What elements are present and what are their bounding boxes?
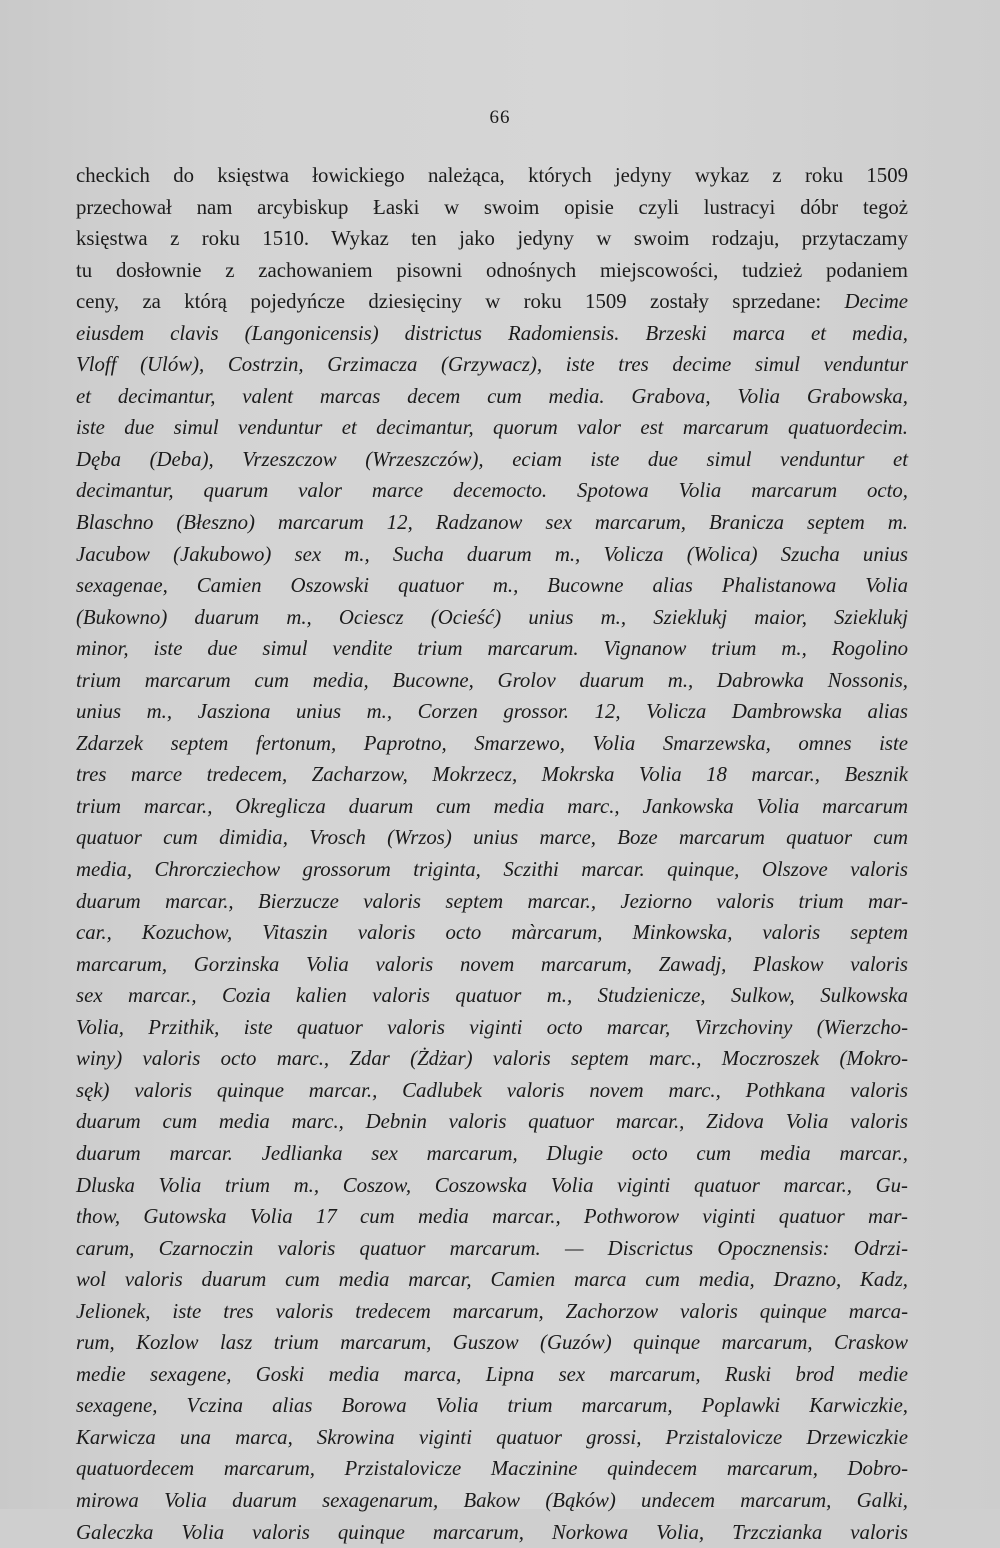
text-line: Jacubow (Jakubowo) sex m., Sucha duarum m., Volicza (Wolica) Szucha unius: [76, 542, 908, 566]
text-line: wol valoris duarum cum media marcar, Camien marca cum media, Drazno, Kadz,: [76, 1268, 908, 1292]
text-line: rum, Kozlow lasz trium marcarum, Guszow (Guzów) quinque marcarum, Craskow: [76, 1331, 908, 1355]
text-line: quatuordecem marcarum, Przistalovicze Maczinine quindecem marcarum, Dobro-: [76, 1457, 908, 1481]
text-line: [76, 286, 908, 318]
text-line: sex marcar., Cozia kalien valoris quatuor m., Studzienicze, Sulkow, Sulkowska: [76, 984, 908, 1008]
text-line: minor, iste due simul vendite trium marcarum. Vignanow trium m., Rogolino: [76, 637, 908, 661]
text-line: Dluska Volia trium m., Coszow, Coszowska Volia viginti quatuor marcar., Gu-: [76, 1173, 908, 1197]
text-line: checkich do księstwa łowickiego należąca, których jedyny wykaz z roku 1509: [76, 164, 908, 187]
text-line: medie sexagene, Goski media marca, Lipna sex marcarum, Ruski brod medie: [76, 1362, 908, 1386]
text-line: przechował nam arcybiskup Łaski w swoim opisie czyli lustracyi dóbr tegoż: [76, 195, 908, 219]
body-text: [76, 160, 908, 1548]
text-line: Karwicza una marca, Skrowina viginti quatuor grossi, Przistalovicze Drzewiczkie: [76, 1425, 908, 1449]
text-line: quatuor cum dimidia, Vrosch (Wrzos) unius marce, Boze marcarum quatuor cum: [76, 826, 908, 850]
text-line: Volia, Przithik, iste quatuor valoris viginti octo marcar, Virzchoviny (Wierzcho-: [76, 1015, 908, 1039]
text-line: Zdarzek septem fertonum, Paprotno, Smarzewo, Volia Smarzewska, omnes iste: [76, 731, 908, 755]
text-line: (Bukowno) duarum m., Ociescz (Ocieść) unius m., Szieklukj maior, Szieklukj: [76, 605, 908, 629]
text-line: sexagene, Vczina alias Borowa Volia trium marcarum, Poplawki Karwiczkie,: [76, 1394, 908, 1418]
text-line-italic: Decime: [844, 290, 908, 314]
text-line: księstwa z roku 1510. Wykaz ten jako jedyny w swoim rodzaju, przytaczamy: [76, 227, 908, 251]
text-line: carum, Czarnoczin valoris quatuor marcarum. — Discrictus Opocznensis: Odrzi-: [76, 1236, 908, 1260]
text-line: decimantur, quarum valor marce decemocto. Spotowa Volia marcarum octo,: [76, 479, 908, 503]
text-line: thow, Gutowska Volia 17 cum media marcar., Pothworow viginti quatuor mar-: [76, 1205, 908, 1229]
text-line: trium marcarum cum media, Bucowne, Grolov duarum m., Dabrowka Nossonis,: [76, 668, 908, 692]
text-line: duarum cum media marc., Debnin valoris quatuor marcar., Zidova Volia valoris: [76, 1110, 908, 1134]
text-line: et decimantur, valent marcas decem cum media. Grabova, Volia Grabowska,: [76, 384, 908, 408]
text-line: Vloff (Ulów), Costrzin, Grzimacza (Grzywacz), iste tres decime simul venduntur: [76, 353, 908, 377]
text-line: sexagenae, Camien Oszowski quatuor m., Bucowne alias Phalistanowa Volia: [76, 574, 908, 598]
text-line: Blaschno (Błeszno) marcarum 12, Radzanow sex marcarum, Branicza septem m.: [76, 511, 908, 535]
page-number: 66: [489, 107, 511, 128]
text-line: mirowa Volia duarum sexagenarum, Bakow (Bąków) undecem marcarum, Galki,: [76, 1488, 908, 1512]
text-line: unius m., Jasziona unius m., Corzen grossor. 12, Volicza Dambrowska alias: [76, 700, 908, 724]
text-line: marcarum, Gorzinska Volia valoris novem marcarum, Zawadj, Plaskow valoris: [76, 952, 908, 976]
text-line: winy) valoris octo marc., Zdar (Żdżar) valoris septem marc., Moczroszek (Mokro-: [76, 1047, 908, 1071]
text-line: sęk) valoris quinque marcar., Cadlubek valoris novem marc., Pothkana valoris: [76, 1078, 908, 1102]
text-line: trium marcar., Okreglicza duarum cum media marc., Jankowska Volia marcarum: [76, 794, 908, 818]
text-line: car., Kozuchow, Vitaszin valoris octo màrcarum, Minkowska, valoris septem: [76, 921, 908, 945]
text-line: Galeczka Volia valoris quinque marcarum, Norkowa Volia, Trzczianka valoris: [76, 1520, 908, 1544]
text-line: eiusdem clavis (Langonicensis) districtus Radomiensis. Brzeski marca et media,: [76, 321, 908, 345]
text-line: iste due simul venduntur et decimantur, quorum valor est marcarum quatuordecim.: [76, 416, 908, 440]
text-line: Jelionek, iste tres valoris tredecem marcarum, Zachorzow valoris quinque marca-: [76, 1299, 908, 1323]
text-line: tu dosłownie z zachowaniem pisowni odnośnych miejscowości, tudzież podaniem: [76, 258, 908, 282]
text-line-roman: ceny, za którą pojedyńcze dziesięciny w roku 1509 zostały sprzedane:: [76, 290, 845, 314]
text-line: duarum marcar. Jedlianka sex marcarum, Dlugie octo cum media marcar.,: [76, 1141, 908, 1165]
text-line: Dęba (Deba), Vrzeszczow (Wrzeszczów), eciam iste due simul venduntur et: [76, 447, 908, 471]
text-line: media, Chrorcziechow grossorum triginta, Sczithi marcar. quinque, Olszove valoris: [76, 858, 908, 882]
text-line: tres marce tredecem, Zacharzow, Mokrzecz, Mokrska Volia 18 marcar., Besznik: [76, 763, 908, 787]
text-line: duarum marcar., Bierzucze valoris septem marcar., Jeziorno valoris trium mar-: [76, 889, 908, 913]
